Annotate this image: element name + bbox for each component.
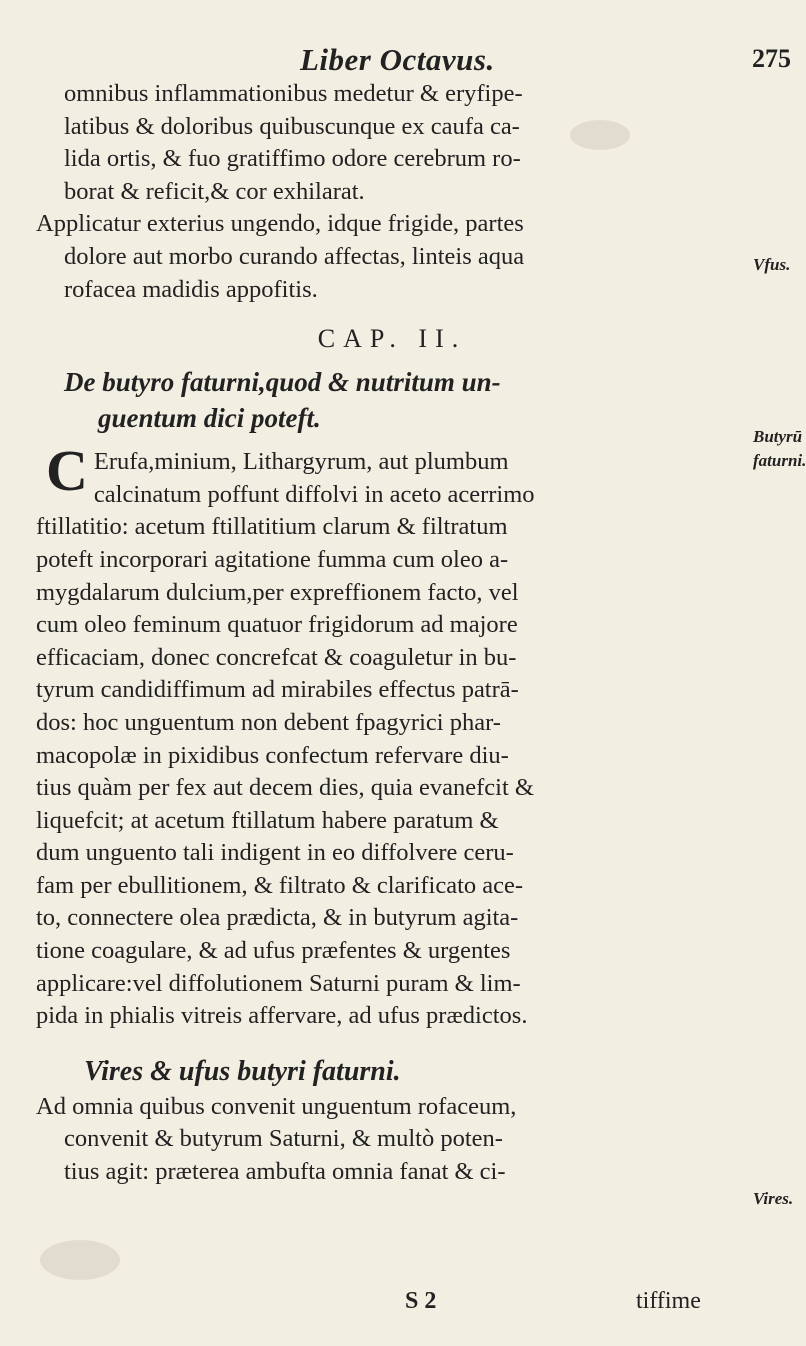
text-line: pida in phialis vitreis affervare, ad ufus prædictos. (36, 1002, 528, 1030)
text-line: tyrum candidiffimum ad mirabiles effectus patrā- (36, 676, 519, 704)
text-line: cum oleo feminum quatuor frigidorum ad majore (36, 611, 518, 639)
page-footer (0, 1288, 800, 1322)
text-line: rofacea madidis appofitis. (64, 275, 318, 303)
text-line: convenit & butyrum Saturni, & multò poten- (64, 1125, 503, 1153)
section-paragraph (36, 1091, 748, 1189)
text-line: ftillatitio: acetum ftillatitium clarum & filtratum (36, 513, 508, 541)
text-line: tius agit: præterea ambufta omnia fanat & ci- (64, 1158, 506, 1186)
text-line: liquefcit; at acetum ftillatum habere paratum & (36, 806, 499, 834)
text-line: applicare:vel diffolutionem Saturni puram & lim- (36, 969, 521, 997)
chapter-title (36, 364, 748, 436)
chapter-label: CAP. II. (317, 324, 467, 354)
page-header (0, 42, 800, 78)
catchword: tiffime (636, 1288, 701, 1314)
margin-note-faturni: faturni. (753, 451, 806, 470)
running-title: Liber Octavus. (300, 42, 495, 77)
main-paragraph (36, 438, 748, 1033)
page-number: 275 (752, 44, 791, 73)
margin-note-ufus: Vfus. (753, 255, 791, 274)
paragraph-application (36, 208, 748, 306)
text-line: mygdalarum dulcium,per expreffionem facto, vel (36, 578, 519, 606)
text-line: calcinatum poffunt diffolvi in aceto acerrimo (93, 480, 535, 508)
text-line: Ad omnia quibus convenit unguentum rofaceum, (36, 1092, 517, 1120)
chapter-title-line: De butyro faturni,quod & nutritum un- (64, 367, 501, 398)
text-line: fam per ebullitionem, & filtrato & clarificato ace- (36, 871, 524, 899)
text-line: to, connectere olea prædicta, & in butyrum agita- (36, 904, 519, 932)
text-line: dolore aut morbo curando affectas, linteis aqua (64, 242, 525, 270)
text-line: tione coagulare, & ad ufus præfentes & urgentes (36, 937, 511, 965)
text-line: Applicatur exterius ungendo, idque frigide, partes (36, 210, 524, 238)
paragraph-intro (36, 78, 748, 208)
section-title: Vires & ufus butyri faturni. (84, 1055, 401, 1087)
text-line: lida ortis, & fuo gratiffimo odore cerebrum ro- (64, 145, 521, 173)
chapter-title-line: guentum dici poteft. (98, 403, 321, 434)
drop-cap: C (46, 438, 88, 504)
text-line: poteft incorporari agitatione fumma cum oleo a- (36, 545, 509, 573)
text-line: efficaciam, donec concrefcat & coaguletur in bu- (36, 643, 517, 671)
body-text (36, 78, 748, 1189)
margin-note-butyri: Butyrū (753, 427, 803, 446)
text-line: dum unguento tali indigent in eo diffolvere ceru- (36, 839, 514, 867)
text-line: Erufa,minium, Lithargyrum, aut plumbum (93, 448, 509, 476)
text-line: latibus & doloribus quibuscunque ex caufa ca- (64, 112, 520, 140)
text-line: macopolæ in pixidibus confectum refervare diu- (36, 741, 509, 769)
text-line: dos: hoc unguentum non debent fpagyrici phar- (36, 708, 501, 736)
text-line: tius quàm per fex aut decem dies, quia evanefcit & (36, 774, 534, 802)
text-line: omnibus inflammationibus medetur & eryfipe- (64, 80, 523, 107)
signature-mark: S 2 (405, 1288, 437, 1314)
text-line: borat & reficit,& cor exhilarat. (64, 177, 365, 205)
margin-note-vires: Vires. (753, 1189, 794, 1208)
